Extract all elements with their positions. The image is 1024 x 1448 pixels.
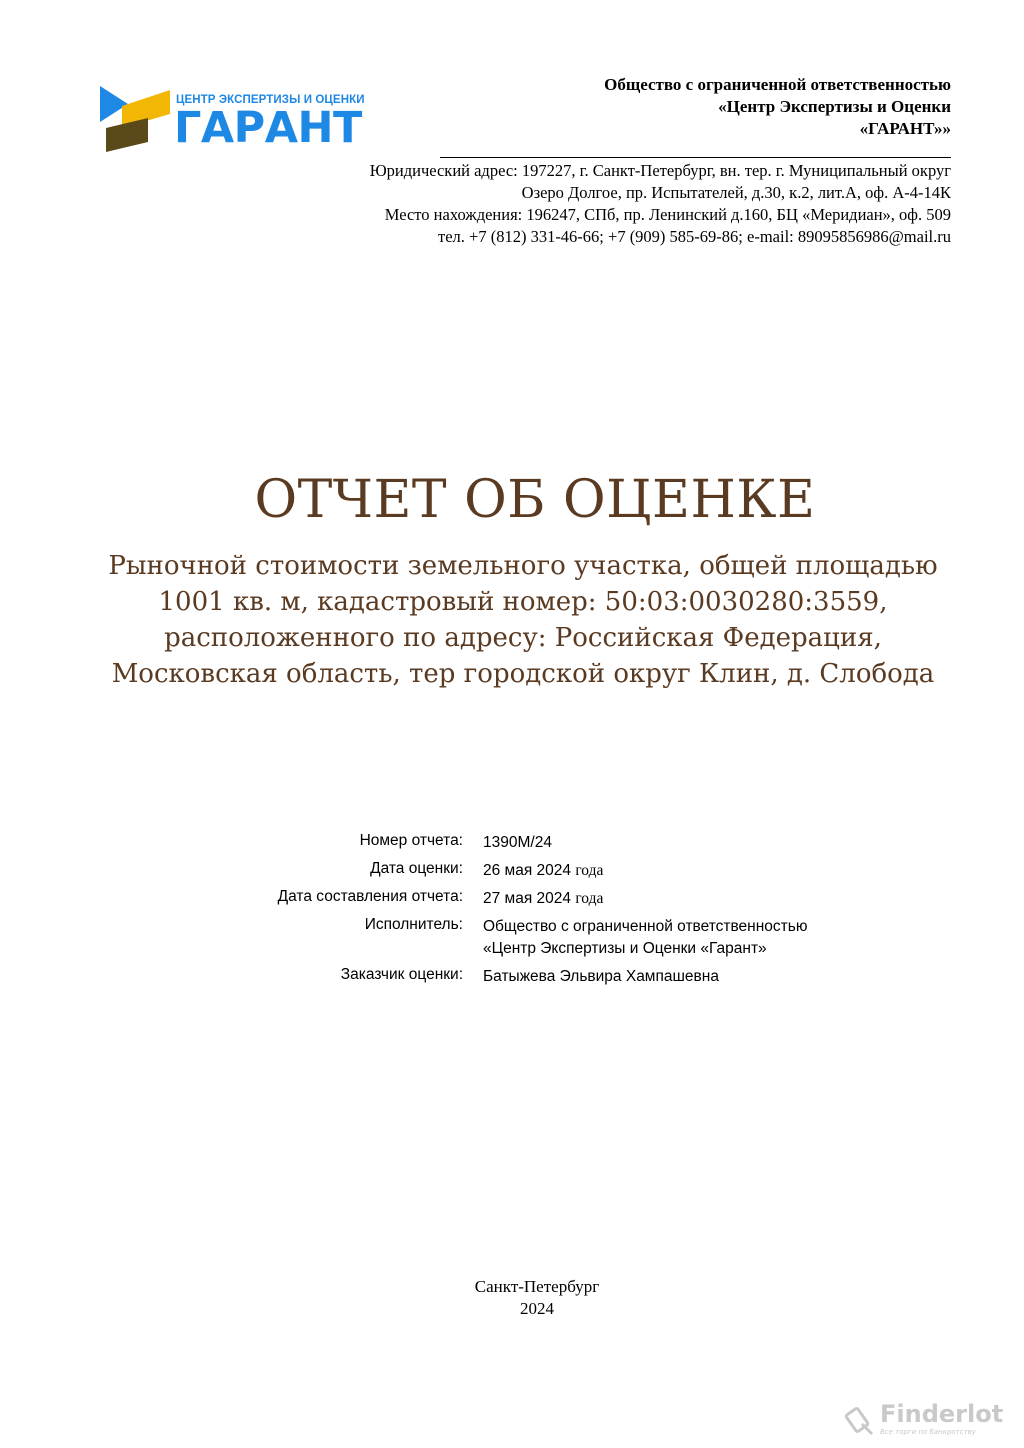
address-block: [370, 160, 951, 248]
detail-row-customer: [0, 964, 1024, 992]
report-details: [0, 830, 1024, 992]
detail-row-valuation-date: [0, 858, 1024, 886]
company-logo: [98, 84, 378, 156]
detail-row-executor: [0, 914, 1024, 964]
subtitle-line-4: Московская область, тер городской округ Клин, д. Слобода: [111, 659, 935, 689]
executor-label: Исполнитель:: [364, 916, 463, 933]
logo-name: ГАРАНТ: [174, 103, 362, 153]
legal-address-line-2: Озеро Долгое, пр. Испытателей, д.30, к.2, лит.А, оф. А-4-14К: [521, 183, 951, 202]
report-number-value: 1390М/24: [483, 834, 552, 851]
document-subtitle: [90, 548, 956, 692]
company-line-2: «Центр Экспертизы и Оценки: [718, 97, 951, 116]
contacts: тел. +7 (812) 331-46-66; +7 (909) 585-69-86; e-mail: 89095856986@mail.ru: [438, 227, 951, 246]
report-date-label: Дата составления отчета:: [277, 888, 463, 905]
subtitle-line-2: 1001 кв. м, кадастровый номер: 50:03:0030280:3559,: [158, 587, 888, 617]
executor-value: [483, 916, 807, 960]
subtitle-line-3: расположенного по адресу: Российская Федерация,: [164, 623, 882, 653]
document-footer: [0, 1276, 1024, 1320]
legal-address-line-1: Юридический адрес: 197227, г. Санкт-Петербург, вн. тер. г. Муниципальный округ: [369, 161, 951, 180]
location-address: Место нахождения: 196247, СПб, пр. Ленинский д.160, БЦ «Меридиан», оф. 509: [384, 205, 951, 224]
logo-tagline: ЦЕНТР ЭКСПЕРТИЗЫ И ОЦЕНКИ: [176, 94, 365, 106]
valuation-date-value: [483, 860, 603, 882]
watermark: [844, 1400, 1014, 1440]
footer-year: 2024: [520, 1299, 554, 1318]
watermark-tagline: Все торги по банкротству: [880, 1428, 976, 1436]
executor-line-1: Общество с ограниченной ответственностью: [483, 918, 808, 935]
footer-city: Санкт-Петербург: [474, 1277, 600, 1296]
watermark-name: Finderlot: [880, 1400, 1004, 1428]
valuation-date-text: 26 мая 2024: [483, 862, 572, 879]
company-line-1: Общество с ограниченной ответственностью: [604, 75, 951, 94]
report-number-label: Номер отчета:: [359, 832, 463, 849]
detail-row-report-number: [0, 830, 1024, 858]
subtitle-line-1: Рыночной стоимости земельного участка, общей площадью: [108, 551, 938, 581]
report-date-suffix: года: [575, 890, 604, 907]
finderlot-logo-icon: [844, 1404, 876, 1436]
customer-value: Батыжева Эльвира Хампашевна: [483, 968, 719, 985]
valuation-date-suffix: года: [575, 862, 604, 879]
header-divider: [440, 157, 951, 158]
report-date-value: [483, 888, 603, 910]
logo-emblem-icon: [98, 84, 174, 156]
company-name-block: [604, 74, 951, 140]
company-line-3: «ГАРАНТ»»: [859, 119, 951, 138]
document-title: ОТЧЕТ ОБ ОЦЕНКЕ: [254, 470, 816, 530]
customer-label: Заказчик оценки:: [340, 966, 463, 983]
valuation-date-label: Дата оценки:: [370, 860, 463, 877]
executor-line-2: «Центр Экспертизы и Оценки «Гарант»: [483, 940, 767, 957]
detail-row-report-date: [0, 886, 1024, 914]
report-date-text: 27 мая 2024: [483, 890, 572, 907]
